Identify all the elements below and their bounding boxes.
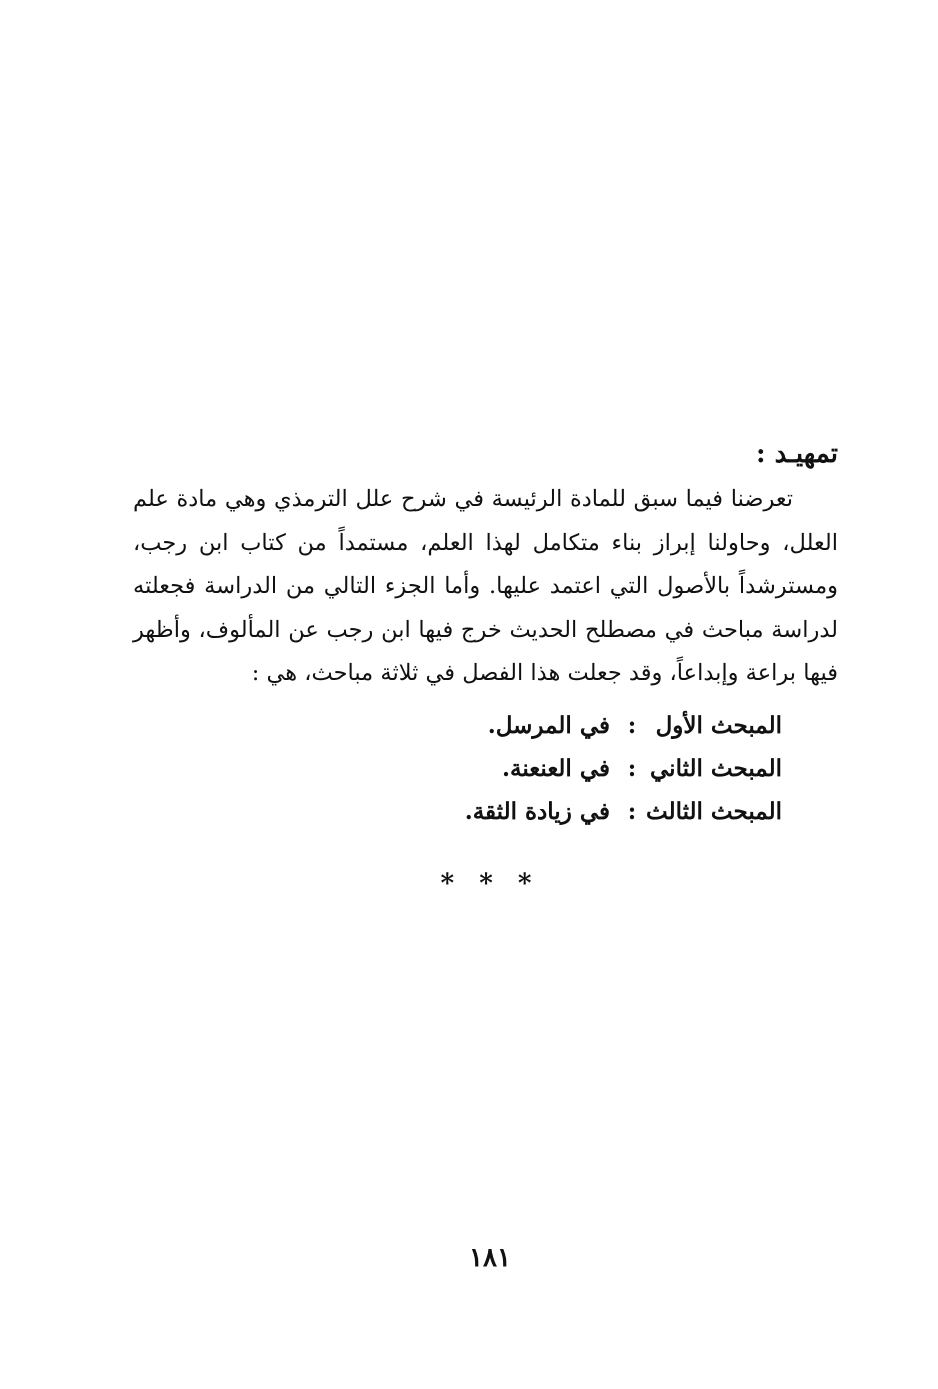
topic-separator: : (627, 755, 637, 782)
section-separator: * * * (440, 869, 540, 899)
topic-separator: : (627, 798, 637, 825)
topics-list (465, 704, 782, 833)
topic-item (465, 747, 782, 790)
topic-title: في العنعنة. (502, 755, 610, 782)
topic-item (465, 704, 782, 747)
intro-paragraph-block (133, 478, 838, 696)
intro-paragraph: تعرضنا فيما سبق للمادة الرئيسة في شرح علل الترمذي وهي مادة علم العلل، وحاولنا إبراز بناء متكامل لهذا العلم، مستمداً من كتاب ابن رجب، ومسترشداً بالأصول التي اعتمد عليها. وأما الجزء التالي من الدراسة فجعلته لدراسة مباحث في مصطلح الحديث خرج فيها ابن رجب عن المألوف، وأظهر فيها براعة وإبداعاً، وقد جعلت هذا الفصل في ثلاثة مباحث، هي : (133, 486, 838, 686)
page-number: ١٨١ (469, 1243, 511, 1273)
topic-label: المبحث الثالث (645, 798, 782, 825)
topic-separator: : (627, 712, 637, 739)
section-heading: تمهيـد : (755, 439, 838, 469)
topic-label: المبحث الأول (655, 712, 782, 739)
topic-item (465, 790, 782, 833)
topic-title: في المرسل. (487, 712, 610, 739)
topic-label: المبحث الثاني (650, 755, 782, 782)
topic-title: في زيادة الثقة. (464, 798, 610, 825)
